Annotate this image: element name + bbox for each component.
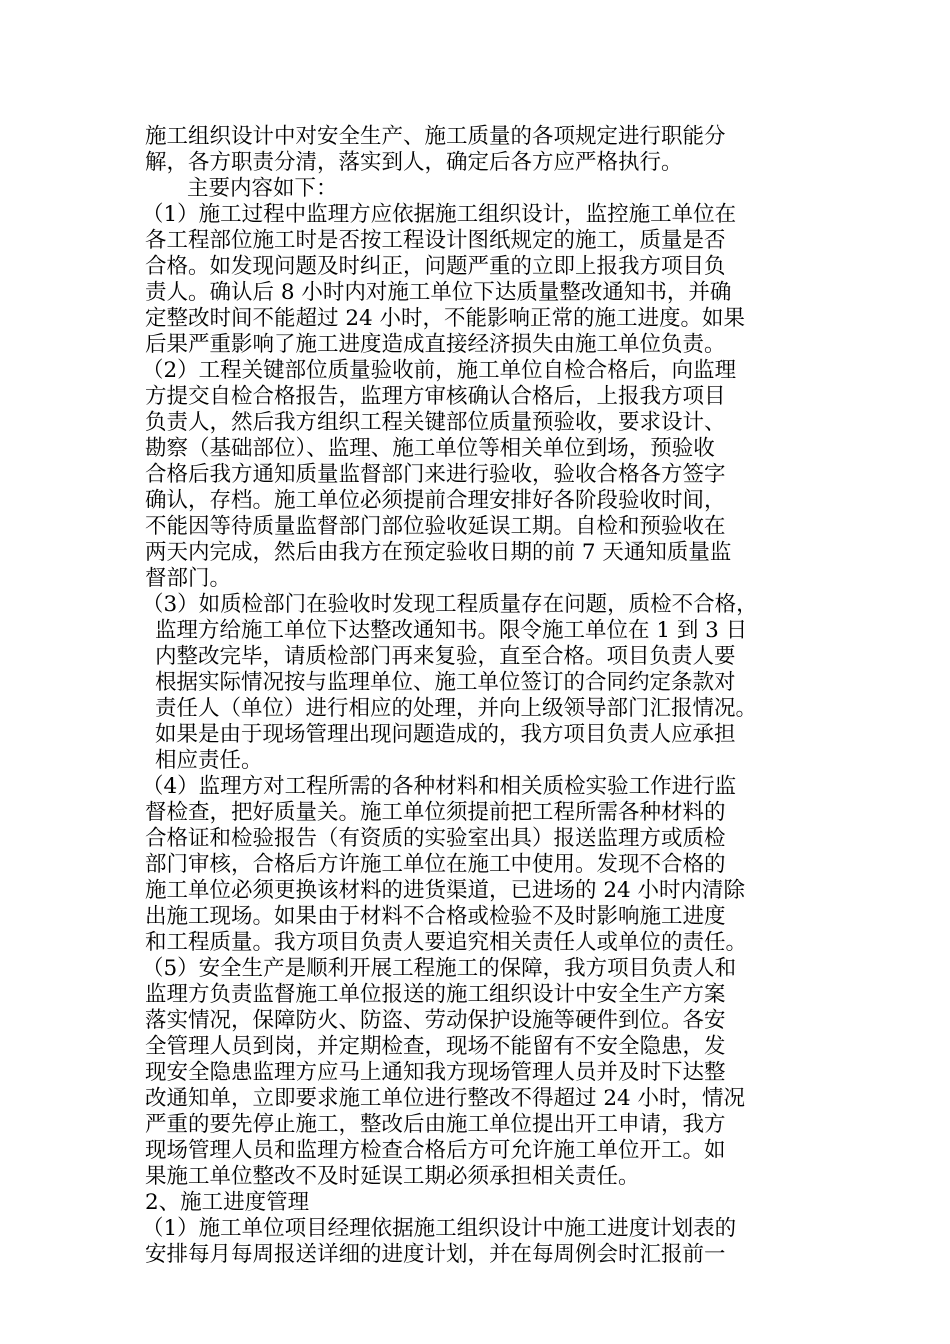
text-line: 合格。如发现问题及时纠正，问题严重的立即上报我方项目负 — [145, 254, 726, 279]
text-line: （3）如质检部门在验收时发现工程质量存在问题，质检不合格， — [142, 592, 758, 617]
text-line: 内整改完毕，请质检部门再来复验，直至合格。项目负责人要 — [155, 644, 736, 669]
text-line: 和工程质量。我方项目负责人要追究相关责任人或单位的责任。 — [145, 930, 748, 955]
text-line: 责人。确认后 8 小时内对施工单位下达质量整改通知书，并确 — [145, 280, 732, 305]
text-line: （1）施工过程中监理方应依据施工组织设计，监控施工单位在 — [142, 202, 737, 227]
text-line: 确认，存档。施工单位必须提前合理安排好各阶段验收时间， — [145, 488, 726, 513]
text-line: 如果是由于现场管理出现问题造成的，我方项目负责人应承担 — [155, 722, 736, 747]
text-line: 施工单位必须更换该材料的进货渠道，已进场的 24 小时内清除 — [145, 878, 746, 903]
text-line: 主要内容如下： — [187, 176, 338, 201]
text-line: （5）安全生产是顺利开展工程施工的保障，我方项目负责人和 — [142, 956, 737, 981]
text-line: 施工组织设计中对安全生产、施工质量的各项规定进行职能分 — [145, 124, 726, 149]
text-line: 监理方负责监督施工单位报送的施工组织设计中安全生产方案 — [145, 982, 726, 1007]
text-line: 方提交自检合格报告，监理方审核确认合格后，上报我方项目 — [145, 384, 726, 409]
text-line: 根据实际情况按与监理单位、施工单位签订的合同约定条款对 — [155, 670, 736, 695]
text-line: 安排每月每周报送详细的进度计划，并在每周例会时汇报前一 — [145, 1242, 726, 1267]
text-line: 定整改时间不能超过 24 小时，不能影响正常的施工进度。如果 — [145, 306, 746, 331]
text-line: 勘察（基础部位）、监理、施工单位等相关单位到场，预验收 — [145, 436, 715, 461]
text-line: 督检查，把好质量关。施工单位须提前把工程所需各种材料的 — [145, 800, 726, 825]
text-line: 两天内完成，然后由我方在预定验收日期的前 7 天通知质量监 — [145, 540, 732, 565]
text-line: 全管理人员到岗，并定期检查，现场不能留有不安全隐患，发 — [145, 1034, 726, 1059]
text-line: （2）工程关键部位质量验收前，施工单位自检合格后，向监理 — [142, 358, 737, 383]
text-line: 改通知单，立即要求施工单位进行整改不得超过 24 小时，情况 — [145, 1086, 746, 1111]
text-line: 合格证和检验报告（有资质的实验室出具）报送监理方或质检 — [145, 826, 726, 851]
text-line: （1）施工单位项目经理依据施工组织设计中施工进度计划表的 — [142, 1216, 737, 1241]
text-line: 负责人，然后我方组织工程关键部位质量预验收，要求设计、 — [145, 410, 726, 435]
text-line: 果施工单位整改不及时延误工期必须承担相关责任。 — [145, 1164, 640, 1189]
body-text — [142, 124, 815, 1268]
section-heading: 2、施工进度管理 — [145, 1190, 310, 1215]
text-line: 合格后我方通知质量监督部门来进行验收，验收合格各方签字 — [145, 462, 726, 487]
text-line: 现安全隐患监理方应马上通知我方现场管理人员并及时下达整 — [145, 1060, 726, 1085]
text-line: 后果严重影响了施工进度造成直接经济损失由施工单位负责。 — [145, 332, 726, 357]
text-line: 不能因等待质量监督部门部位验收延误工期。自检和预验收在 — [145, 514, 726, 539]
text-line: 监理方给施工单位下达整改通知书。限令施工单位在 1 到 3 日 — [155, 618, 748, 643]
text-line: 解，各方职责分清，落实到人，确定后各方应严格执行。 — [145, 150, 683, 175]
text-line: 严重的要先停止施工，整改后由施工单位提出开工申请，我方 — [145, 1112, 726, 1137]
text-line: 落实情况，保障防火、防盗、劳动保护设施等硬件到位。各安 — [145, 1008, 726, 1033]
text-line: 现场管理人员和监理方检查合格后方可允许施工单位开工。如 — [145, 1138, 726, 1163]
text-line: 相应责任。 — [155, 748, 263, 773]
text-line: 出施工现场。如果由于材料不合格或检验不及时影响施工进度 — [145, 904, 726, 929]
text-line: 各工程部位施工时是否按工程设计图纸规定的施工，质量是否 — [145, 228, 726, 253]
text-line: 部门审核，合格后方许施工单位在施工中使用。发现不合格的 — [145, 852, 726, 877]
text-line: （4）监理方对工程所需的各种材料和相关质检实验工作进行监 — [142, 774, 737, 799]
text-line: 督部门。 — [145, 566, 232, 591]
text-line: 责任人（单位）进行相应的处理，并向上级领导部门汇报情况。 — [155, 696, 758, 721]
